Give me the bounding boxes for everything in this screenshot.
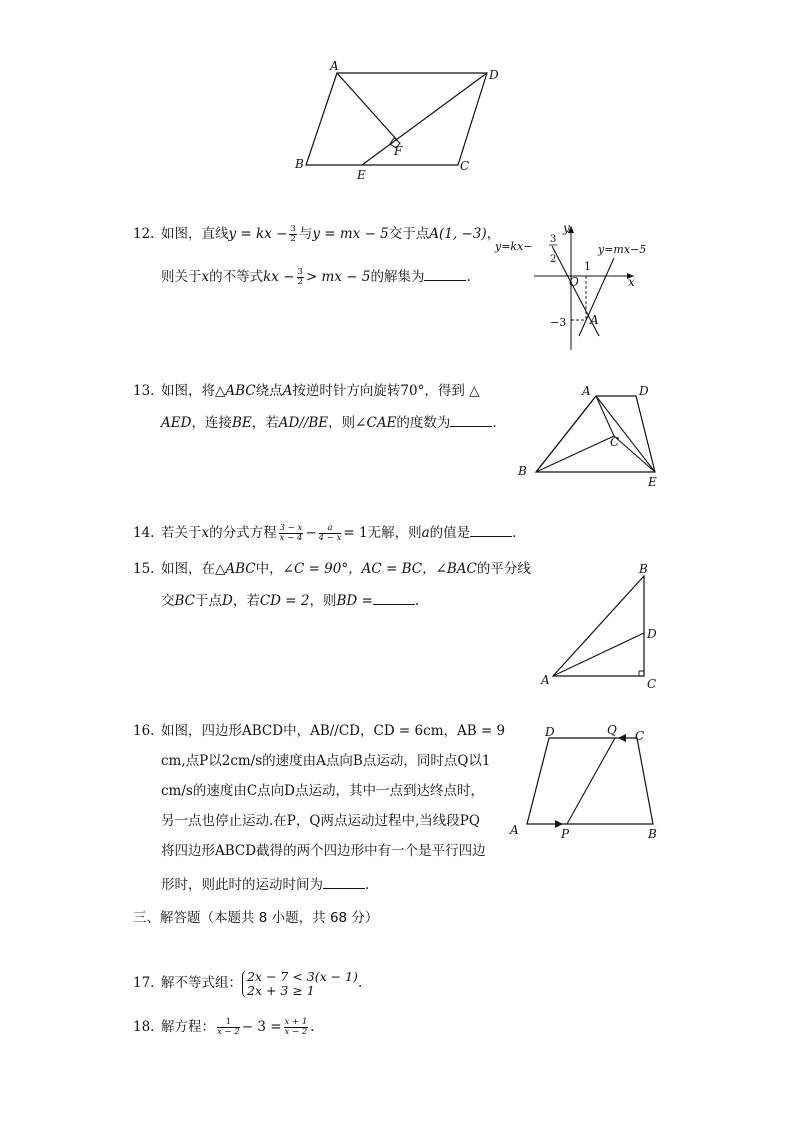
axis-y-label: y <box>563 221 570 235</box>
q13-angle: ∠CAE <box>355 415 397 431</box>
q13-text: ，则 <box>328 415 356 431</box>
label-E: E <box>648 475 657 489</box>
question-18: 18. 解方程： $\frac{1}{x - 2}$ − 3 = $\frac{x + 1}{x - 2}$ . <box>133 1012 315 1042</box>
q14-text: 的分式方程 <box>209 525 277 541</box>
line1-label: y=kx− <box>495 240 533 253</box>
q15-text: 中， <box>255 561 283 577</box>
q13-text: 绕点 <box>255 383 283 399</box>
label-Q: Q <box>607 723 617 737</box>
q12-ineq: kx − <box>263 269 295 285</box>
q15-text: 交 <box>161 593 175 609</box>
tick-1-label: 1 <box>584 260 591 273</box>
q12-text: ， <box>486 226 501 242</box>
question-number: 15. <box>133 561 155 577</box>
question-13 <box>133 376 480 406</box>
q12-text: 的解集为 <box>370 269 425 285</box>
q15-text: 于点 <box>195 593 223 609</box>
q12-var: x <box>201 269 210 285</box>
q14-minus: − <box>305 525 317 541</box>
q14-var: x <box>201 525 210 541</box>
q13-tri: △ABC <box>215 383 256 399</box>
label-A: A <box>582 384 591 398</box>
q12-text: 的不等式 <box>209 269 264 285</box>
q12-text: 如图，直线 <box>161 226 229 242</box>
q14-eq: = 1 <box>343 525 368 541</box>
q15-var: D <box>222 593 233 609</box>
label-D: D <box>647 627 657 641</box>
q16-line: 如图，四边形ABCD中，AB//CD，CD = 6cm，AB = 9 <box>161 723 506 739</box>
axis-x-label: x <box>628 275 635 289</box>
q13-text: 如图，将 <box>161 383 215 399</box>
right-triangle-figure <box>535 560 665 695</box>
label-C: C <box>647 677 657 691</box>
label-E: E <box>357 168 366 182</box>
question-14: 14. 若关于x的分式方程 $\frac{3 - x}{x - 4}$ − $\frac{a}{4 - x}$ = 1无解，则a的值是 . <box>133 518 516 548</box>
question-15 <box>133 554 531 584</box>
q13-var: BE <box>231 415 252 431</box>
q15-var: BC <box>174 593 196 609</box>
label-D: D <box>545 725 555 739</box>
q15-cond: ∠C = 90°，AC = BC，∠BAC <box>282 561 477 577</box>
point-A-label: A <box>590 313 599 327</box>
q17-system: 2x − 7 < 3(x − 1) 2x + 3 ≥ 1 <box>242 970 358 998</box>
origin-label: O <box>569 275 579 289</box>
q13-tri: △ <box>469 383 480 399</box>
q13-text: 的度数为 <box>396 415 451 431</box>
q14-text: 的值是 <box>429 525 471 541</box>
q16-line: cm,点P以2cm/s的速度由A点向B点运动，同时点Q以1 <box>161 753 491 769</box>
q16-line: cm/s的速度由C点向D点运动，其中一点到达终点时， <box>161 783 484 799</box>
question-number: 12. <box>133 226 155 242</box>
q12-text: 交于点 <box>388 226 430 242</box>
q13-text: ，得到 <box>424 383 465 399</box>
q14-frac1: $\frac{3 - x}{x - 4}$ <box>279 523 303 543</box>
q13-deg: 70° <box>400 383 425 399</box>
question-15-line2: 交BC于点D，若CD = 2，则BD = . <box>161 593 420 609</box>
question-17: 17. 解不等式组： 2x − 7 < 3(x − 1) 2x + 3 ≥ 1 . <box>133 968 363 998</box>
q15-tri: △ABC <box>215 561 256 577</box>
q14-frac2: $\frac{a}{4 - x}$ <box>318 523 342 543</box>
line2-label: y=mx−5 <box>598 243 647 256</box>
answer-blank[interactable] <box>450 414 492 427</box>
question-13-line2: AED，连接BE，若AD//BE，则∠CAE的度数为 . <box>161 415 497 431</box>
q15-text: 如图，在 <box>161 561 215 577</box>
q12-eq1: y = kx − <box>228 226 288 242</box>
q15-cond: CD = 2 <box>259 593 310 609</box>
q16-line: 将四边形ABCD截得的两个四边形中有一个是平行四边 <box>161 843 486 859</box>
q12-text: 则关于 <box>161 269 202 285</box>
q15-text: ，若 <box>232 593 260 609</box>
q14-text: 无解，则 <box>367 525 422 541</box>
label-B: B <box>295 157 304 171</box>
question-number: 16. <box>133 723 155 739</box>
question-16 <box>133 716 505 746</box>
label-C: C <box>635 729 645 743</box>
q12-frac: $\frac{3}{2}$ <box>290 224 296 244</box>
label-B: B <box>518 464 527 478</box>
q16-line: 另一点也停止运动.在P，Q两点运动过程中,当线段PQ <box>161 813 480 829</box>
q13-text: ，若 <box>251 415 279 431</box>
rotation-figure <box>512 378 672 493</box>
question-number: 14. <box>133 525 155 541</box>
line1-frac-bot: 2 <box>550 254 557 265</box>
label-A: A <box>541 673 550 687</box>
coordinate-graph <box>494 218 664 353</box>
question-16-last-line: 形时，则此时的运动时间为 . <box>161 877 370 893</box>
q15-cond: BD = <box>336 593 373 609</box>
question-number: 17. <box>133 975 155 991</box>
q18-frac2: $\frac{x + 1}{x - 2}$ <box>284 1017 308 1037</box>
answer-blank[interactable] <box>470 524 512 537</box>
q13-var: AD//BE <box>278 415 329 431</box>
label-B: B <box>639 562 648 576</box>
question-number: 13. <box>133 383 155 399</box>
label-F: F <box>394 144 403 158</box>
question-12 <box>133 219 500 249</box>
tick-minus3-label: −3 <box>550 316 567 329</box>
label-C: C <box>610 435 620 449</box>
q15-text: ，则 <box>309 593 337 609</box>
question-number: 18. <box>133 1019 155 1035</box>
answer-blank[interactable] <box>373 592 415 605</box>
q13-text: ，连接 <box>191 415 232 431</box>
q13-text: 按逆时针方向旋转 <box>292 383 401 399</box>
q12-text: 与 <box>298 226 313 242</box>
q18-frac1: $\frac{1}{x - 2}$ <box>217 1017 240 1037</box>
parallelogram-figure <box>290 55 510 185</box>
q16-line: 形时，则此时的运动时间为 <box>161 877 323 893</box>
line1-frac-top: 3 <box>550 234 557 245</box>
trapezoid-figure <box>505 718 665 843</box>
q12-eq2: y = mx − 5 <box>312 226 389 242</box>
q17-text: 解不等式组： <box>161 975 242 991</box>
section-heading: 三、解答题（本题共 8 小题，共 68 分） <box>133 910 379 926</box>
label-A: A <box>510 823 519 837</box>
answer-blank[interactable] <box>424 268 466 281</box>
q18-text: 解方程： <box>161 1019 215 1035</box>
label-D: D <box>489 68 499 82</box>
label-C: C <box>460 159 470 173</box>
q12-point: A(1, −3) <box>429 226 487 242</box>
q15-text: 的平分线 <box>476 561 531 577</box>
label-P: P <box>561 827 570 841</box>
q13-var: A <box>282 383 293 399</box>
question-12-line2: 则关于x的不等式kx − $\frac{3}{2}$ > mx − 5的解集为 . <box>161 267 471 287</box>
q13-var: AED <box>161 415 192 431</box>
label-A: A <box>330 59 339 73</box>
label-D: D <box>639 384 649 398</box>
answer-blank[interactable] <box>323 876 365 889</box>
label-B: B <box>648 827 657 841</box>
q14-text: 若关于 <box>161 525 202 541</box>
q14-var: a <box>421 525 430 541</box>
q12-ineq: > mx − 5 <box>305 269 371 285</box>
q12-frac: $\frac{3}{2}$ <box>297 267 303 287</box>
q18-mid: − 3 = <box>241 1019 282 1035</box>
